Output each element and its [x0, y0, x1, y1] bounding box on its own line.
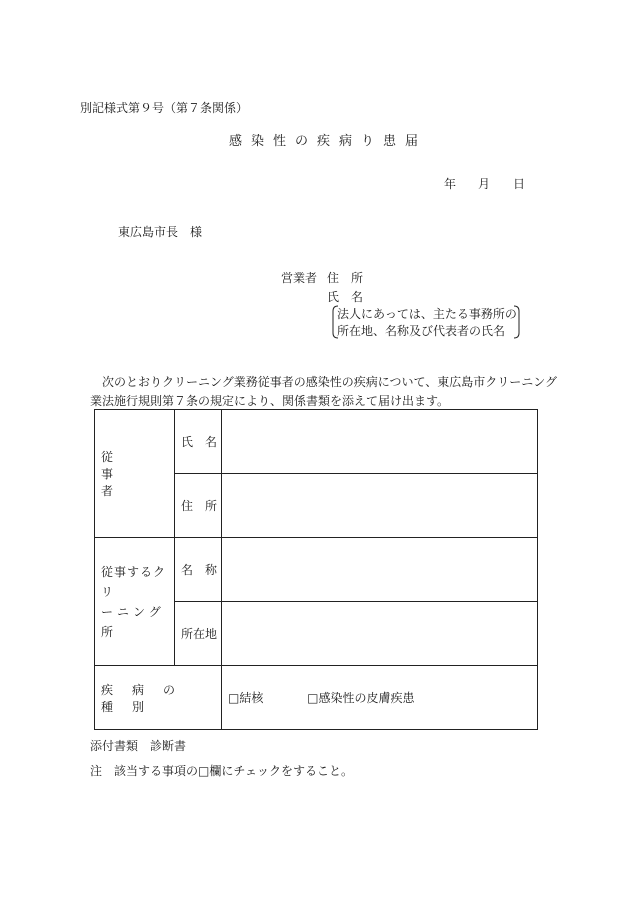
- note-bracket-right: [513, 305, 521, 339]
- applicant-name-label: 氏 名: [327, 290, 364, 304]
- shop-location-label: 所在地: [175, 602, 222, 666]
- worker-section-label: 従 事 者: [95, 410, 175, 538]
- cleaning-shop-section-label: [95, 538, 175, 666]
- body-text-line1: 次のとおりクリーニング業務従事者の感染性の疾病について、東広島市クリーニング: [90, 375, 558, 389]
- shop-location-field[interactable]: [222, 602, 538, 666]
- form-reference: 別記様式第９号（第７条関係）: [80, 101, 249, 115]
- date-year: 年: [444, 177, 457, 191]
- worker-name-field[interactable]: [222, 410, 538, 474]
- shop-name-field[interactable]: [222, 538, 538, 602]
- tuberculosis-checkbox[interactable]: □結核: [228, 691, 264, 705]
- disease-type-options: [222, 666, 538, 730]
- table-row: [95, 538, 538, 602]
- table-row: [95, 666, 538, 730]
- document-title: 感染性の疾病り患届: [229, 134, 428, 149]
- table-row: [95, 410, 538, 474]
- attachment-note: 添付書類 診断書: [90, 739, 187, 753]
- applicant-address-label: 住 所: [327, 271, 364, 285]
- date-day: 日: [513, 177, 526, 191]
- report-table: [94, 409, 538, 730]
- disease-type-label: 疾病の種別: [95, 666, 222, 730]
- applicant-note-line1: 法人にあっては、主たる事務所の: [337, 307, 517, 321]
- infectious-skin-disease-checkbox[interactable]: □感染性の皮膚疾患: [307, 691, 415, 705]
- date-month: 月: [478, 177, 491, 191]
- body-text-line2: 業法施行規則第７条の規定により、関係書類を添えて届け出ます。: [90, 394, 450, 408]
- applicant-note-line2: 所在地、名称及び代表者の氏名: [337, 324, 506, 338]
- worker-name-label: 氏 名: [175, 410, 222, 474]
- worker-address-label: 住 所: [175, 474, 222, 538]
- addressee: 東広島市長 様: [118, 225, 203, 239]
- shop-label-line1: 従事するクリ: [101, 564, 167, 599]
- worker-address-field[interactable]: [222, 474, 538, 538]
- checkbox-instruction: 注 該当する事項の□欄にチェックをすること。: [90, 764, 353, 778]
- shop-label-line2: ーニング所: [101, 604, 165, 639]
- shop-name-label: 名 称: [175, 538, 222, 602]
- applicant-role: 営業者: [281, 271, 318, 285]
